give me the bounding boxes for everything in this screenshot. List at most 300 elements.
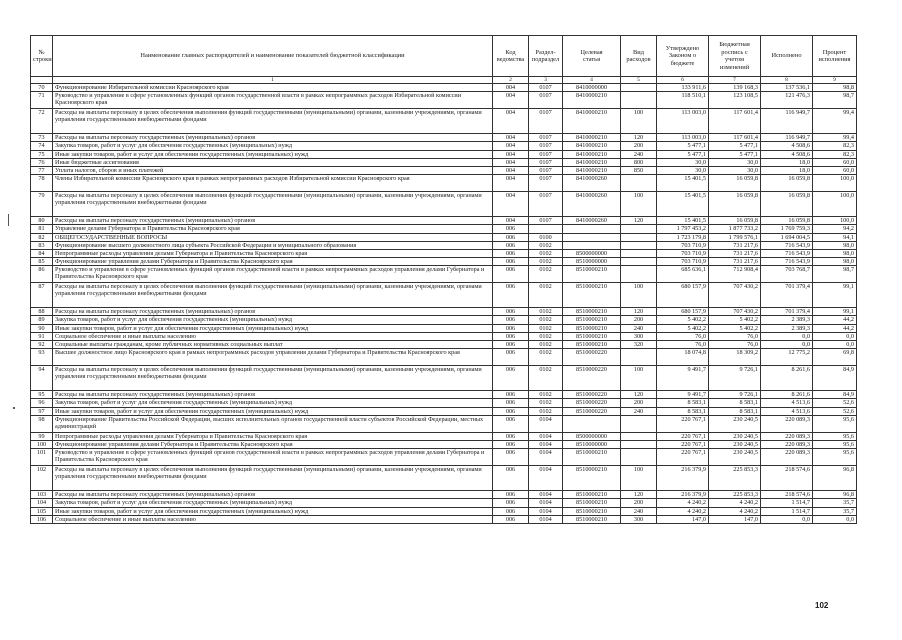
row-approved: 30,0 [657, 166, 709, 174]
row-percent: 69,8 [813, 349, 857, 366]
table-row [31, 192, 857, 217]
row-type [621, 84, 657, 92]
row-approved: 5 402,2 [657, 324, 709, 332]
row-name: Социальное обеспечение и иные выплаты населению [53, 515, 493, 523]
row-budget: 707 430,2 [709, 308, 761, 316]
row-executed: 220 089,3 [761, 415, 813, 432]
row-executed: 218 574,6 [761, 491, 813, 499]
row-number: 79 [31, 192, 53, 217]
row-target [563, 241, 621, 249]
row-type: 100 [621, 466, 657, 491]
row-type: 240 [621, 324, 657, 332]
row-budget: 4 240,2 [709, 499, 761, 507]
row-budget: 230 240,5 [709, 415, 761, 432]
margin-mark [13, 407, 15, 409]
row-name: Закупка товаров, работ и услуг для обеспечения государственных (муниципальных) нужд [53, 499, 493, 507]
row-target: 8510000210 [563, 316, 621, 324]
row-target [563, 225, 621, 233]
row-code: 006 [493, 449, 529, 466]
row-type [621, 233, 657, 241]
row-budget: 147,0 [709, 515, 761, 523]
row-code: 006 [493, 241, 529, 249]
column-number: 2 [493, 77, 529, 84]
row-name: Закупка товаров, работ и услуг для обеспечения государственных (муниципальных) нужд [53, 142, 493, 150]
row-code: 006 [493, 283, 529, 308]
row-executed: 4 513,6 [761, 399, 813, 407]
row-name: Закупка товаров, работ и услуг для обеспечения государственных (муниципальных) нужд [53, 316, 493, 324]
table-row [31, 92, 857, 109]
row-budget: 18 309,2 [709, 349, 761, 366]
row-executed: 121 476,3 [761, 92, 813, 109]
row-target: 8510000210 [563, 308, 621, 316]
row-percent: 60,0 [813, 158, 857, 166]
row-budget: 731 217,6 [709, 249, 761, 257]
row-name: Расходы на выплаты персоналу в целях обеспечения выполнения функций государственными (муниципальными) органами, казенными учреждениями, органами управления государственными внебюджетными фондами [53, 466, 493, 491]
row-name: Непрограммные расходы управления делами Губернатора и Правительства Красноярского края [53, 249, 493, 257]
row-number: 94 [31, 366, 53, 391]
row-name: Функционирование управления делами Губернатора и Правительства Красноярского края [53, 440, 493, 448]
row-number: 89 [31, 316, 53, 324]
row-name: Расходы на выплаты персоналу в целях обеспечения выполнения функций государственными (муниципальными) органами, казенными учреждениями, органами управления государственными внебюджетными фондами [53, 283, 493, 308]
column-number [31, 77, 53, 84]
row-executed: 701 379,4 [761, 283, 813, 308]
row-percent: 84,9 [813, 366, 857, 391]
row-approved: 703 710,9 [657, 249, 709, 257]
row-percent: 95,6 [813, 440, 857, 448]
row-number: 70 [31, 84, 53, 92]
table-row [31, 491, 857, 499]
row-type: 120 [621, 491, 657, 499]
row-name: Руководство и управление в сфере установленных функций органов государственной власти в рамках непрограммных расходов управления делами Губернатора и Правительства Красноярского края [53, 449, 493, 466]
row-type [621, 175, 657, 192]
row-name: Расходы на выплаты персоналу в целях обеспечения выполнения функций государственными (муниципальными) органами, казенными учреждениями, органами управления государственными внебюджетными фондами [53, 366, 493, 391]
row-budget: 16 059,8 [709, 175, 761, 192]
row-section: 0107 [529, 166, 563, 174]
row-number: 96 [31, 399, 53, 407]
row-approved: 216 379,9 [657, 466, 709, 491]
row-executed: 16 059,8 [761, 192, 813, 217]
row-code: 006 [493, 440, 529, 448]
page-number: 102 [815, 601, 829, 610]
row-target: 8510000210 [563, 499, 621, 507]
row-percent: 99,4 [813, 109, 857, 134]
row-section: 0100 [529, 233, 563, 241]
row-section: 0102 [529, 341, 563, 349]
row-code: 006 [493, 491, 529, 499]
row-number: 87 [31, 283, 53, 308]
row-code: 006 [493, 499, 529, 507]
row-number: 73 [31, 134, 53, 142]
row-target: 8510000220 [563, 407, 621, 415]
row-type: 120 [621, 134, 657, 142]
row-approved: 76,0 [657, 332, 709, 340]
row-percent: 98,7 [813, 266, 857, 283]
column-number: 5 [621, 77, 657, 84]
row-section: 0107 [529, 109, 563, 134]
table-row [31, 407, 857, 415]
row-code: 006 [493, 349, 529, 366]
row-executed: 4 508,6 [761, 150, 813, 158]
row-target: 8410000000 [563, 84, 621, 92]
row-type: 800 [621, 158, 657, 166]
header-type: Вид расходов [621, 36, 657, 77]
row-budget: 712 908,4 [709, 266, 761, 283]
header-code: Код ведомства [493, 36, 529, 77]
row-approved: 9 491,7 [657, 391, 709, 399]
row-code: 006 [493, 432, 529, 440]
row-type: 120 [621, 308, 657, 316]
row-type [621, 225, 657, 233]
row-section: 0102 [529, 349, 563, 366]
row-type: 200 [621, 499, 657, 507]
row-code: 006 [493, 249, 529, 257]
row-percent: 52,6 [813, 399, 857, 407]
row-section: 0107 [529, 150, 563, 158]
row-code: 004 [493, 158, 529, 166]
row-executed: 220 089,3 [761, 440, 813, 448]
row-name: Непрограммные расходы управления делами Губернатора и Правительства Красноярского края [53, 432, 493, 440]
row-approved: 680 157,9 [657, 283, 709, 308]
row-section: 0107 [529, 92, 563, 109]
row-target [563, 233, 621, 241]
row-type: 100 [621, 109, 657, 134]
row-number: 105 [31, 507, 53, 515]
row-code: 006 [493, 308, 529, 316]
row-name: Функционирование Правительства Российской Федерации, высших исполнительных органов государственной власти субъектов Российской Федерации, местных администраций [53, 415, 493, 432]
row-approved: 703 710,9 [657, 241, 709, 249]
row-type [621, 415, 657, 432]
row-approved: 5 477,1 [657, 150, 709, 158]
row-code: 006 [493, 266, 529, 283]
row-name: Функционирование Избирательной комиссии Красноярского края [53, 84, 493, 92]
row-section: 0107 [529, 158, 563, 166]
table-row [31, 84, 857, 92]
table-row [31, 241, 857, 249]
table-row [31, 341, 857, 349]
table-row [31, 166, 857, 174]
row-section: 0107 [529, 84, 563, 92]
table-row [31, 415, 857, 432]
row-code: 004 [493, 217, 529, 225]
row-name: Расходы на выплаты персоналу государственных (муниципальных) органов [53, 391, 493, 399]
row-target: 8410000210 [563, 92, 621, 109]
row-number: 97 [31, 407, 53, 415]
row-number: 103 [31, 491, 53, 499]
row-section: 0107 [529, 142, 563, 150]
row-target: 8500000000 [563, 432, 621, 440]
row-approved: 133 911,6 [657, 84, 709, 92]
row-target: 8410000210 [563, 166, 621, 174]
row-approved: 15 401,5 [657, 175, 709, 192]
row-approved: 15 401,5 [657, 217, 709, 225]
row-name: Расходы на выплаты персоналу государственных (муниципальных) органов [53, 217, 493, 225]
row-section: 0102 [529, 366, 563, 391]
row-type: 100 [621, 283, 657, 308]
row-name: Функционирование высшего должностного лица субъекта Российской Федерации и муниципального образования [53, 241, 493, 249]
row-target: 8510000220 [563, 391, 621, 399]
row-type [621, 266, 657, 283]
row-type: 200 [621, 142, 657, 150]
row-target: 8510000000 [563, 440, 621, 448]
table-row [31, 432, 857, 440]
row-budget: 30,0 [709, 166, 761, 174]
header-target: Целевая статья [563, 36, 621, 77]
row-name: Расходы на выплаты персоналу в целях обеспечения выполнения функций государственными (муниципальными) органами, казенными учреждениями, органами управления государственными внебюджетными фондами [53, 109, 493, 134]
row-code: 006 [493, 233, 529, 241]
row-percent: 0,0 [813, 515, 857, 523]
table-row [31, 258, 857, 266]
row-percent: 95,6 [813, 415, 857, 432]
row-number: 72 [31, 109, 53, 134]
row-code: 006 [493, 366, 529, 391]
row-executed: 220 089,3 [761, 449, 813, 466]
table-row [31, 266, 857, 283]
row-target: 8510000000 [563, 258, 621, 266]
row-target: 8510000210 [563, 491, 621, 499]
row-target: 8510000210 [563, 449, 621, 466]
row-percent: 35,7 [813, 507, 857, 515]
row-budget: 117 601,4 [709, 109, 761, 134]
row-number: 71 [31, 92, 53, 109]
row-approved: 113 003,0 [657, 109, 709, 134]
budget-table-sheet [30, 35, 856, 524]
row-name: Иные закупки товаров, работ и услуг для обеспечения государственных (муниципальных) нужд [53, 324, 493, 332]
column-number: 9 [813, 77, 857, 84]
row-executed: 716 543,9 [761, 241, 813, 249]
row-number: 74 [31, 142, 53, 150]
table-row [31, 150, 857, 158]
row-executed: 8 261,6 [761, 391, 813, 399]
row-code: 006 [493, 332, 529, 340]
row-target: 8410000260 [563, 192, 621, 217]
row-target: 8510000210 [563, 341, 621, 349]
row-executed: 2 389,3 [761, 324, 813, 332]
row-percent: 98,0 [813, 258, 857, 266]
column-number: 6 [657, 77, 709, 84]
header-section: Раздел- подраздел [529, 36, 563, 77]
row-target: 8510000210 [563, 466, 621, 491]
row-code: 004 [493, 109, 529, 134]
row-approved: 113 003,0 [657, 134, 709, 142]
row-number: 102 [31, 466, 53, 491]
header-percent: Процент исполнения [813, 36, 857, 77]
row-percent: 99,1 [813, 308, 857, 316]
header-executed: Исполнено [761, 36, 813, 77]
row-percent: 0,0 [813, 341, 857, 349]
table-row [31, 316, 857, 324]
row-budget: 76,0 [709, 332, 761, 340]
table-row [31, 499, 857, 507]
row-percent: 95,6 [813, 432, 857, 440]
row-approved: 147,0 [657, 515, 709, 523]
row-number: 85 [31, 258, 53, 266]
table-row [31, 324, 857, 332]
row-percent: 96,8 [813, 491, 857, 499]
row-type: 200 [621, 399, 657, 407]
table-header-row [31, 36, 857, 77]
row-target: 8510000210 [563, 515, 621, 523]
table-row [31, 466, 857, 491]
row-executed: 220 089,3 [761, 432, 813, 440]
row-code: 006 [493, 515, 529, 523]
row-number: 77 [31, 166, 53, 174]
row-approved: 216 379,9 [657, 491, 709, 499]
row-number: 99 [31, 432, 53, 440]
table-row [31, 217, 857, 225]
row-percent: 99,4 [813, 134, 857, 142]
row-number: 90 [31, 324, 53, 332]
row-executed: 0,0 [761, 332, 813, 340]
row-target [563, 415, 621, 432]
row-code: 004 [493, 142, 529, 150]
row-percent: 95,6 [813, 449, 857, 466]
row-type: 120 [621, 391, 657, 399]
row-number: 100 [31, 440, 53, 448]
row-code: 006 [493, 507, 529, 515]
row-name: Иные бюджетные ассигнования [53, 158, 493, 166]
row-name: Расходы на выплаты персоналу государственных (муниципальных) органов [53, 134, 493, 142]
row-type [621, 440, 657, 448]
row-code: 004 [493, 150, 529, 158]
row-percent: 82,3 [813, 142, 857, 150]
row-budget: 230 240,5 [709, 432, 761, 440]
row-section: 0102 [529, 316, 563, 324]
row-percent: 60,0 [813, 166, 857, 174]
table-row [31, 332, 857, 340]
row-percent: 82,3 [813, 150, 857, 158]
table-row [31, 308, 857, 316]
row-name: Расходы на выплаты персоналу государственных (муниципальных) органов [53, 308, 493, 316]
row-target: 8410000210 [563, 109, 621, 134]
header-name: Наименование главных распорядителей и наименование показателей бюджетной классификации [53, 36, 493, 77]
row-executed: 701 379,4 [761, 308, 813, 316]
row-section: 0102 [529, 407, 563, 415]
row-percent: 44,2 [813, 324, 857, 332]
row-executed: 1 769 759,3 [761, 225, 813, 233]
row-code: 006 [493, 341, 529, 349]
row-section: 0102 [529, 324, 563, 332]
row-name: Функционирование управления делами Губернатора и Правительства Красноярского края [53, 258, 493, 266]
row-name: Руководство и управление в сфере установленных функций органов государственной власти в рамках непрограммных расходов Избирательной комиссии Красноярского края [53, 92, 493, 109]
row-percent: 94,2 [813, 225, 857, 233]
row-target: 8510000210 [563, 324, 621, 332]
column-number: 4 [563, 77, 621, 84]
row-section: 0104 [529, 507, 563, 515]
row-executed: 1 514,7 [761, 507, 813, 515]
row-number: 95 [31, 391, 53, 399]
row-percent: 44,2 [813, 316, 857, 324]
row-code: 006 [493, 225, 529, 233]
row-section: 0107 [529, 175, 563, 192]
row-approved: 220 767,1 [657, 432, 709, 440]
row-target: 8500000000 [563, 249, 621, 257]
row-number: 98 [31, 415, 53, 432]
row-number: 80 [31, 217, 53, 225]
row-approved: 1 723 179,8 [657, 233, 709, 241]
row-code: 004 [493, 175, 529, 192]
column-number: 1 [53, 77, 493, 84]
row-code: 006 [493, 258, 529, 266]
row-section: 0102 [529, 258, 563, 266]
row-number: 101 [31, 449, 53, 466]
row-executed: 1 694 004,5 [761, 233, 813, 241]
row-code: 006 [493, 466, 529, 491]
row-code: 006 [493, 407, 529, 415]
row-name: Закупка товаров, работ и услуг для обеспечения государственных (муниципальных) нужд [53, 399, 493, 407]
row-section: 0107 [529, 192, 563, 217]
row-name: ОБЩЕГОСУДАРСТВЕННЫЕ ВОПРОСЫ [53, 233, 493, 241]
row-target: 8410000210 [563, 158, 621, 166]
row-section: 0104 [529, 415, 563, 432]
row-section: 0102 [529, 241, 563, 249]
budget-table [30, 35, 857, 524]
row-code: 006 [493, 324, 529, 332]
column-number-row [31, 77, 857, 84]
row-code: 004 [493, 134, 529, 142]
row-budget: 5 402,2 [709, 316, 761, 324]
row-number: 106 [31, 515, 53, 523]
table-row [31, 366, 857, 391]
column-number: 7 [709, 77, 761, 84]
row-budget: 4 240,2 [709, 507, 761, 515]
row-type [621, 449, 657, 466]
row-executed: 18,0 [761, 166, 813, 174]
row-approved: 220 767,1 [657, 415, 709, 432]
row-budget: 16 059,8 [709, 217, 761, 225]
row-target: 8410000260 [563, 175, 621, 192]
row-percent: 98,0 [813, 241, 857, 249]
row-approved: 4 240,2 [657, 499, 709, 507]
row-name: Иные закупки товаров, работ и услуг для обеспечения государственных (муниципальных) нужд [53, 507, 493, 515]
row-target: 8510000220 [563, 349, 621, 366]
table-row [31, 249, 857, 257]
row-section: 0104 [529, 432, 563, 440]
row-section: 0104 [529, 515, 563, 523]
row-code: 004 [493, 84, 529, 92]
row-section: 0107 [529, 217, 563, 225]
row-percent: 84,9 [813, 391, 857, 399]
row-section: 0102 [529, 266, 563, 283]
row-budget: 8 583,1 [709, 399, 761, 407]
row-executed: 218 574,6 [761, 466, 813, 491]
row-name: Расходы на выплаты персоналу в целях обеспечения выполнения функций государственными (муниципальными) органами, казенными учреждениями, органами управления государственными внебюджетными фондами [53, 192, 493, 217]
row-number: 81 [31, 225, 53, 233]
table-row [31, 391, 857, 399]
row-type: 850 [621, 166, 657, 174]
row-type: 300 [621, 515, 657, 523]
row-number: 92 [31, 341, 53, 349]
table-row [31, 142, 857, 150]
row-target: 8510000210 [563, 507, 621, 515]
row-percent: 100,0 [813, 192, 857, 217]
row-percent: 98,0 [813, 249, 857, 257]
row-approved: 118 510,1 [657, 92, 709, 109]
row-type: 300 [621, 332, 657, 340]
table-row [31, 233, 857, 241]
row-approved: 18 074,8 [657, 349, 709, 366]
row-type [621, 92, 657, 109]
row-section: 0102 [529, 249, 563, 257]
row-executed: 0,0 [761, 515, 813, 523]
row-budget: 30,0 [709, 158, 761, 166]
row-budget: 1 877 733,2 [709, 225, 761, 233]
row-target: 8510000210 [563, 266, 621, 283]
row-budget: 123 108,5 [709, 92, 761, 109]
row-section: 0102 [529, 399, 563, 407]
row-code: 004 [493, 192, 529, 217]
margin-mark [8, 214, 9, 226]
row-name: Расходы на выплаты персоналу государственных (муниципальных) органов [53, 491, 493, 499]
